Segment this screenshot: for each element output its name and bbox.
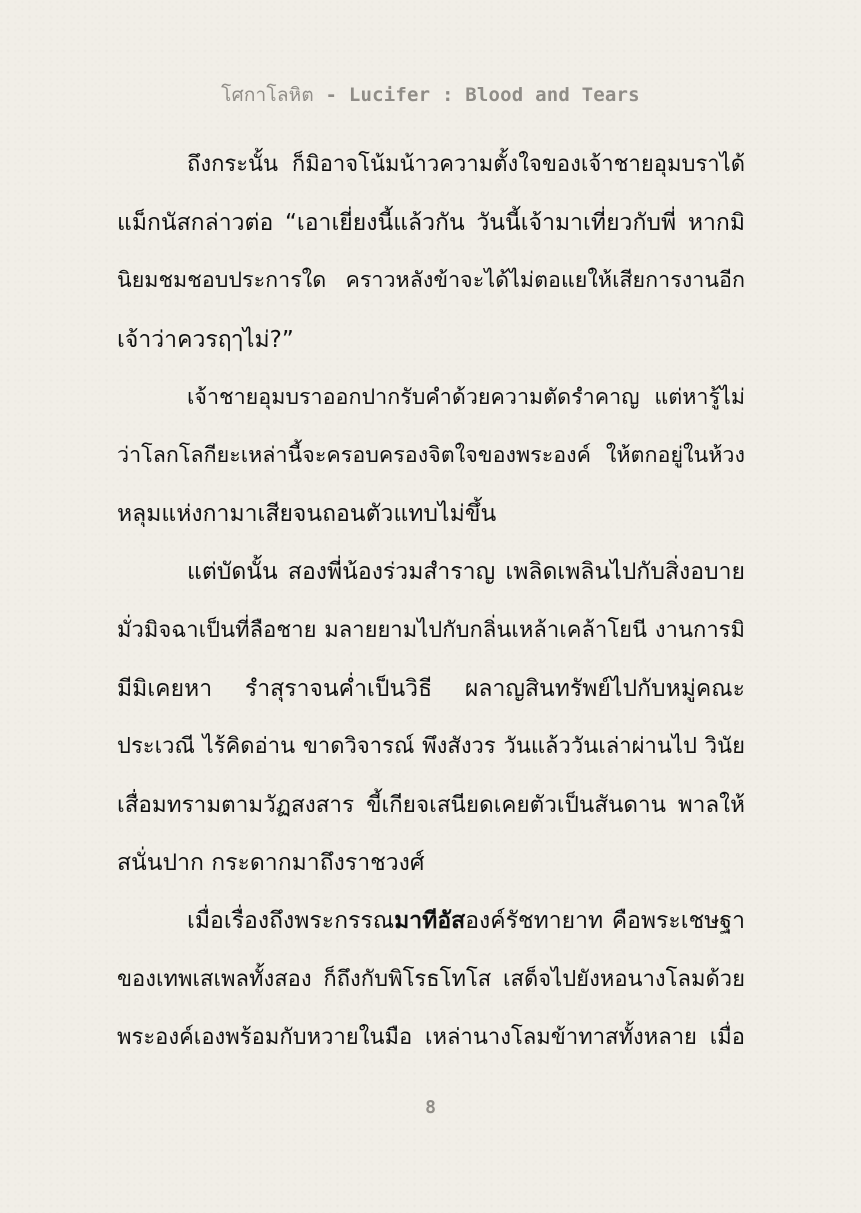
text-line: หลุมแห่งกามาเสียจนถอนตัวแทบไม่ขึ้น xyxy=(117,501,497,528)
paragraph xyxy=(117,375,745,550)
header-title-english: Lucifer : Blood and Tears xyxy=(348,84,640,106)
text-line: มีมิเคยหา รำสุราจนค่ำเป็นวิธี ผลาญสินทรัพย์ไปกับหมู่คณะ xyxy=(117,675,745,702)
paragraph xyxy=(117,898,745,1073)
text-run: เมื่อเรื่องถึงพระกรรณ xyxy=(187,908,395,935)
text-line: มั่วมิจฉาเป็นที่ลือชาย มลายยามไปกับกลิ่นเหล้าเคล้าโยนี งานการมิ xyxy=(117,617,745,643)
header-separator: - xyxy=(313,84,349,106)
header-title-thai: โศกาโลหิต xyxy=(221,84,314,106)
text-line: แต่บัดนั้น สองพี่น้องร่วมสำราญ เพลิดเพลินไปกับสิ่งอบาย xyxy=(187,559,745,586)
text-line: ว่าโลกโลกียะเหล่านี้จะครอบครองจิตใจของพระองค์ ให้ตกอยู่ในห้วง xyxy=(117,442,745,468)
text-line: ถึงกระนั้น ก็มิอาจโน้มน้าวความตั้งใจของเจ้าชายอุมบราได้ xyxy=(187,152,745,177)
text-line: แม็กนัสกล่าวต่อ “เอาเยี่ยงนี้แล้วกัน วันนี้เจ้ามาเที่ยวกับพี่ หากมิ xyxy=(117,210,745,237)
running-header xyxy=(0,80,861,110)
text-line: เสื่อมทรามตามวัฏสงสาร ขี้เกียจเสนียดเคยตัวเป็นสันดาน พาลให้ xyxy=(117,792,745,819)
page-number: 8 xyxy=(425,1097,436,1118)
text-line: นิยมชมชอบประการใด คราวหลังข้าจะได้ไม่ตอแยให้เสียการงานอีก xyxy=(117,268,745,294)
text-line: เจ้าชายอุมบราออกปากรับคำด้วยความตัดรำคาญ แต่หารู้ไม่ xyxy=(187,384,745,410)
text-line: ประเวณี ไร้คิดอ่าน ขาดวิจารณ์ พึงสังวร วันแล้ววันเล่าผ่านไป วินัย xyxy=(117,733,745,759)
text-line: สนั่นปาก กระดากมาถึงราชวงศ์ xyxy=(117,850,425,877)
text-line: เจ้าว่าควรฤๅไม่?” xyxy=(117,326,294,353)
text-line: พระองค์เองพร้อมกับหวายในมือ เหล่านางโลมข้าทาสทั้งหลาย เมื่อ xyxy=(117,1024,745,1050)
text-line xyxy=(117,898,745,956)
paragraph xyxy=(117,549,745,898)
text-run: องค์รัชทายาท คือพระเชษฐา xyxy=(465,908,745,935)
body-text xyxy=(117,142,745,1073)
text-line: ของเทพเสเพลทั้งสอง ก็ถึงกับพิโรธโทโส เสด็จไปยังหอนางโลมด้วย xyxy=(117,966,745,992)
bold-name: มาทีอัส xyxy=(394,908,466,935)
paragraph xyxy=(117,142,745,375)
